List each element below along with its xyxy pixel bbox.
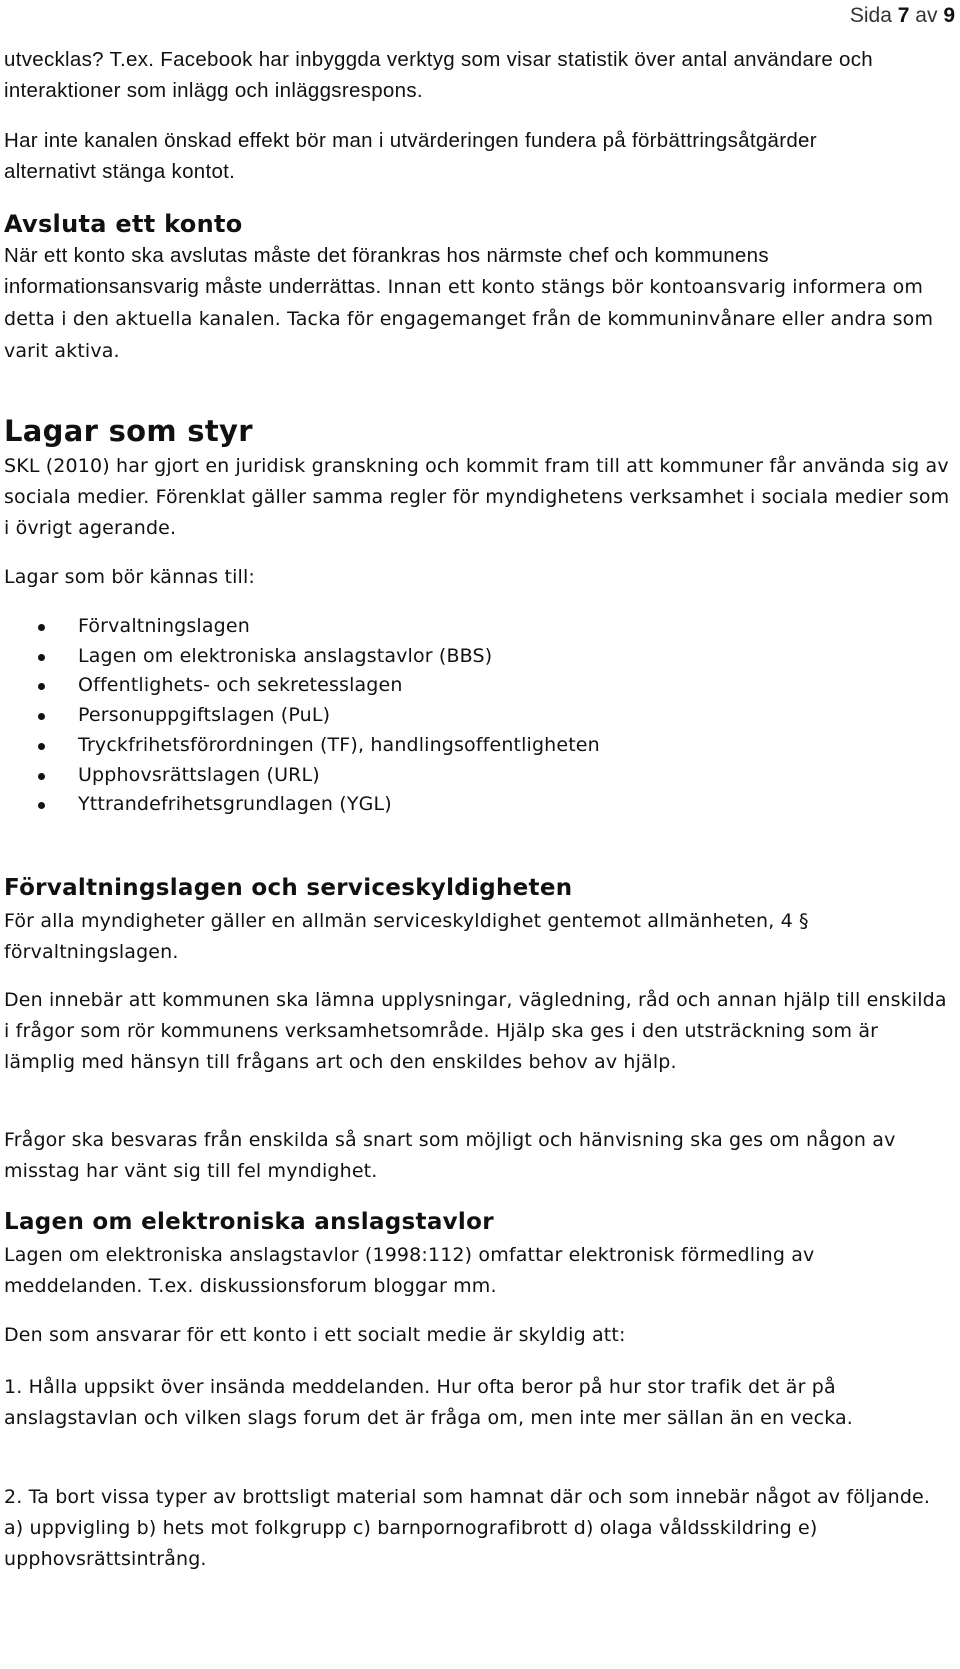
list-item: Offentlighets- och sekretesslagen bbox=[4, 671, 952, 701]
list-item: Förvaltningslagen bbox=[4, 612, 952, 642]
lagar-paragraph-1: SKL (2010) har gjort en juridisk granskning och kommit fram till att kommuner får använda sig av sociala medier. Förenklat gäller samma regler för myndighetens verksamhet i sociala medier som i övrigt agerande. bbox=[4, 455, 950, 539]
avsluta-paragraph bbox=[4, 240, 952, 367]
forvaltning-paragraph-1: För alla myndigheter gäller en allmän serviceskyldighet gentemot allmänheten, 4 § förvaltningslagen. bbox=[4, 910, 809, 963]
heading-elektroniska-anslagstavlor: Lagen om elektroniska anslagstavlor bbox=[4, 1209, 494, 1235]
bullet-icon bbox=[38, 624, 45, 631]
list-item: Tryckfrihetsförordningen (TF), handlingsoffentligheten bbox=[4, 731, 952, 761]
intro-paragraph-2: Har inte kanalen önskad effekt bör man i utvärderingen fundera på förbättringsåtgärder alternativt stänga kontot. bbox=[4, 129, 817, 183]
list-item: Yttrandefrihetsgrundlagen (YGL) bbox=[4, 790, 952, 820]
current-page: 7 bbox=[897, 4, 910, 27]
avsluta-body bbox=[4, 240, 952, 367]
heading-avsluta-konto: Avsluta ett konto bbox=[4, 210, 243, 238]
bbs-paragraph-1: Lagen om elektroniska anslagstavlor (1998:112) omfattar elektronisk förmedling av meddelanden. T.ex. diskussionsforum bloggar mm. bbox=[4, 1244, 815, 1297]
bullet-icon bbox=[38, 713, 45, 720]
bullet-icon bbox=[38, 773, 45, 780]
heading-forvaltningslagen: Förvaltningslagen och serviceskyldigheten bbox=[4, 875, 573, 901]
bullet-icon bbox=[38, 802, 45, 809]
bullet-icon bbox=[38, 683, 45, 690]
avsluta-sentence-1: När ett konto ska avslutas måste det förankras hos närmste chef och kommunens informationsansvarig måste underrättas. bbox=[4, 244, 769, 298]
total-pages: 9 bbox=[943, 4, 955, 27]
page-separator: av bbox=[915, 4, 938, 27]
list-item: Upphovsrättslagen (URL) bbox=[4, 761, 952, 791]
list-item: Lagen om elektroniska anslagstavlor (BBS) bbox=[4, 642, 952, 672]
bbs-point-1: 1. Hålla uppsikt över insända meddelanden. Hur ofta beror på hur stor trafik det är på anslagstavlan och vilken slags forum det är fråga om, men inte mer sällan än en vecka. bbox=[4, 1376, 854, 1429]
bullet-icon bbox=[38, 654, 45, 661]
list-item: Personuppgiftslagen (PuL) bbox=[4, 701, 952, 731]
page-prefix: Sida bbox=[849, 4, 892, 27]
bbs-point-2: 2. Ta bort vissa typer av brottsligt material som hamnat där och som innebär något av följande. a) uppvigling b) hets mot folkgrupp c) barnpornografibrott d) olaga våldsskildring e) upphovsrättsintrång. bbox=[4, 1486, 931, 1570]
bullet-icon bbox=[38, 743, 45, 750]
forvaltning-paragraph-2: Den innebär att kommunen ska lämna upplysningar, vägledning, råd och annan hjälp till enskilda i frågor som rör kommunens verksamhetsområde. Hjälp ska ges i den utsträckning som är lämplig med hänsyn till frågans art och den enskildes behov av hjälp. bbox=[4, 989, 947, 1073]
lagar-intro-list: Lagar som bör kännas till: bbox=[4, 566, 255, 588]
page-number bbox=[850, 4, 955, 28]
forvaltning-paragraph-3: Frågor ska besvaras från enskilda så snart som möjligt och hänvisning ska ges om någon av misstag har vänt sig till fel myndighet. bbox=[4, 1129, 896, 1182]
laws-list bbox=[4, 612, 952, 820]
avsluta-sentence-2: Innan ett konto stängs bör kontoansvarig informera om detta i den aktuella kanalen. Tacka för engagemanget från de kommuninvånare eller andra som varit aktiva. bbox=[4, 276, 934, 362]
heading-lagar-som-styr: Lagar som styr bbox=[4, 414, 253, 448]
bbs-paragraph-2: Den som ansvarar för ett konto i ett socialt medie är skyldig att: bbox=[4, 1324, 626, 1346]
intro-paragraph-1: utvecklas? T.ex. Facebook har inbyggda verktyg som visar statistik över antal användare och interaktioner som inlägg och inläggsrespons. bbox=[4, 48, 873, 102]
